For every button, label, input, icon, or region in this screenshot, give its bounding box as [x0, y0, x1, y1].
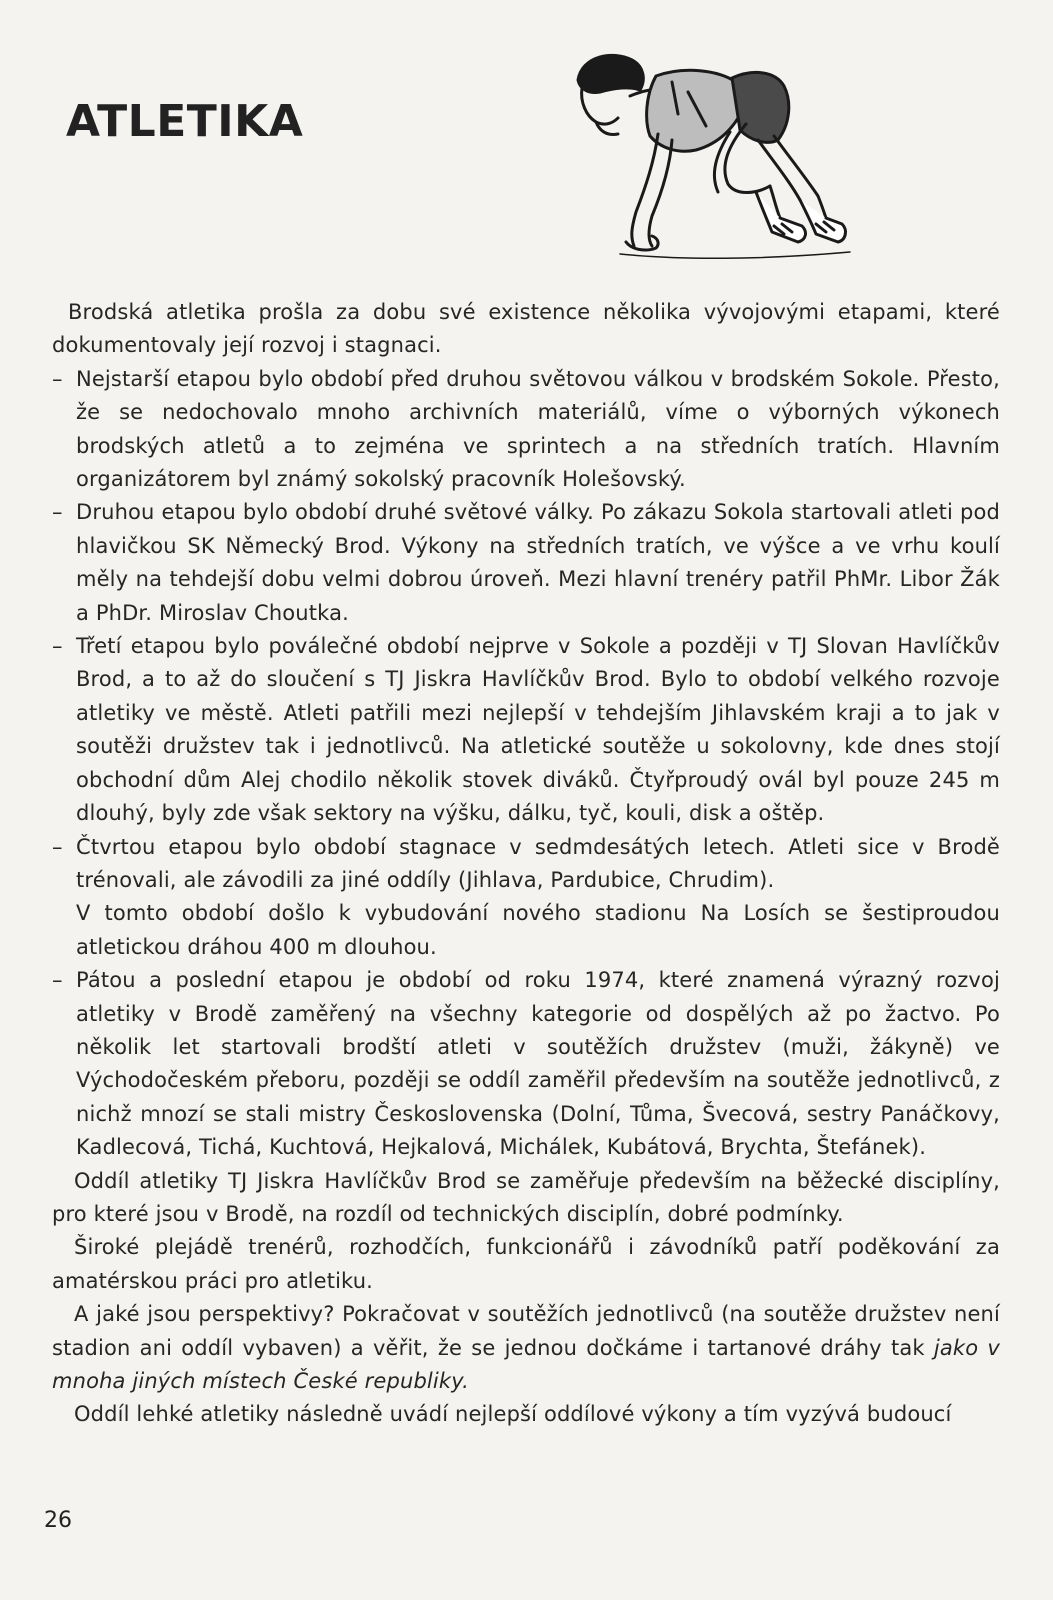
list-dash: –	[52, 366, 63, 391]
perspectives-italic: jako v mnoha jiných místech České republiky.	[52, 1335, 1000, 1393]
list-item	[52, 964, 1000, 1164]
stage-extra-text: V tomto období došlo k vybudování nového stadionu Na Losích se šestiproudou atletickou dráhou 400 m dlouhou.	[76, 901, 1000, 959]
list-item	[52, 363, 1000, 497]
list-item	[52, 630, 1000, 830]
perspectives-lead: A jaké jsou perspektivy? Pokračovat v soutěžích jednotlivců (na soutěže družstev není stadion ani oddíl vybaven) a věřit, že se jednou dočkáme i tartanové dráhy tak	[52, 1302, 1000, 1360]
closing-paragraph: Oddíl lehké atletiky následně uvádí nejlepší oddílové výkony a tím vyzývá budoucí	[74, 1402, 952, 1427]
stage-text: Pátou a poslední etapou je období od roku 1974, které znamená výrazný rozvoj atletiky v Brodě zaměřený na všechny kategorie od dospělých až po žactvo. Po několik let startovali brodští atleti v soutěžích družstev (muži, žákyně) ve Východočeském přeboru, později se oddíl zaměřil především na soutěže jednotlivců, z nichž mnozí se stali mistry Československa (Dolní, Tůma, Švecová, sestry Panáčkovy, Kadlecová, Tichá, Kuchtová, Hejkalová, Michálek, Kubátová, Brychta, Štefánek).	[76, 968, 1000, 1160]
list-item	[52, 496, 1000, 630]
stages-list	[52, 363, 1000, 1165]
stage-text: Čtvrtou etapou bylo období stagnace v sedmdesátých letech. Atleti sice v Brodě trénovali, ale závodili za jiné oddíly (Jihlava, Pardubice, Chrudim).	[76, 834, 1000, 892]
page-number: 26	[44, 1508, 72, 1533]
list-dash: –	[52, 500, 63, 525]
stage-text: Nejstarší etapou bylo období před druhou světovou válkou v brodském Sokole. Přesto, že se nedochovalo mnoho archivních materiálů, víme o výborných výkonech brodských atletů a to zejména ve sprintech a na středních tratích. Hlavním organizátorem byl známý sokolský pracovník Holešovský.	[76, 366, 1000, 492]
intro-paragraph: Brodská atletika prošla za dobu své existence několika vývojovými etapami, které dokumentovaly její rozvoj i stagnaci.	[52, 300, 1000, 358]
body-paragraph: Široké plejádě trenérů, rozhodčích, funkcionářů i závodníků patří poděkování za amatérskou práci pro atletiku.	[52, 1235, 1000, 1293]
article-body	[52, 296, 1000, 1432]
perspectives-paragraph	[52, 1298, 1000, 1398]
body-paragraph: Oddíl atletiky TJ Jiskra Havlíčkův Brod se zaměřuje především na běžecké disciplíny, pro které jsou v Brodě, na rozdíl od technických disciplín, dobré podmínky.	[52, 1168, 1000, 1226]
sprinter-crouch-start-icon	[560, 36, 870, 276]
list-dash: –	[52, 834, 63, 859]
list-dash: –	[52, 634, 63, 659]
list-item	[52, 831, 1000, 965]
page-title: ATLETIKA	[66, 96, 304, 147]
stage-text: Druhou etapou bylo období druhé světové války. Po zákazu Sokola startovali atleti pod hlavičkou SK Německý Brod. Výkony na středních tratích, ve výšce a ve vrhu koulí měly na tehdejší dobu velmi dobrou úroveň. Mezi hlavní trenéry patřil PhMr. Libor Žák a PhDr. Miroslav Choutka.	[76, 500, 1000, 625]
list-dash: –	[52, 968, 63, 993]
stage-text: Třetí etapou bylo poválečné období nejprve v Sokole a později v TJ Slovan Havlíčkův Brod, a to až do sloučení s TJ Jiskra Havlíčkův Brod. Bylo to období velkého rozvoje atletiky ve městě. Atleti patřili mezi nejlepší v tehdejším Jihlavském kraji a to jak v soutěži družstev tak i jednotlivců. Na atletické soutěže u sokolovny, kde dnes stojí obchodní dům Alej chodilo několik stovek diváků. Čtyřproudý ovál byl pouze 245 m dlouhý, byly zde však sektory na výšku, dálku, tyč, kouli, disk a oštěp.	[76, 634, 1000, 826]
